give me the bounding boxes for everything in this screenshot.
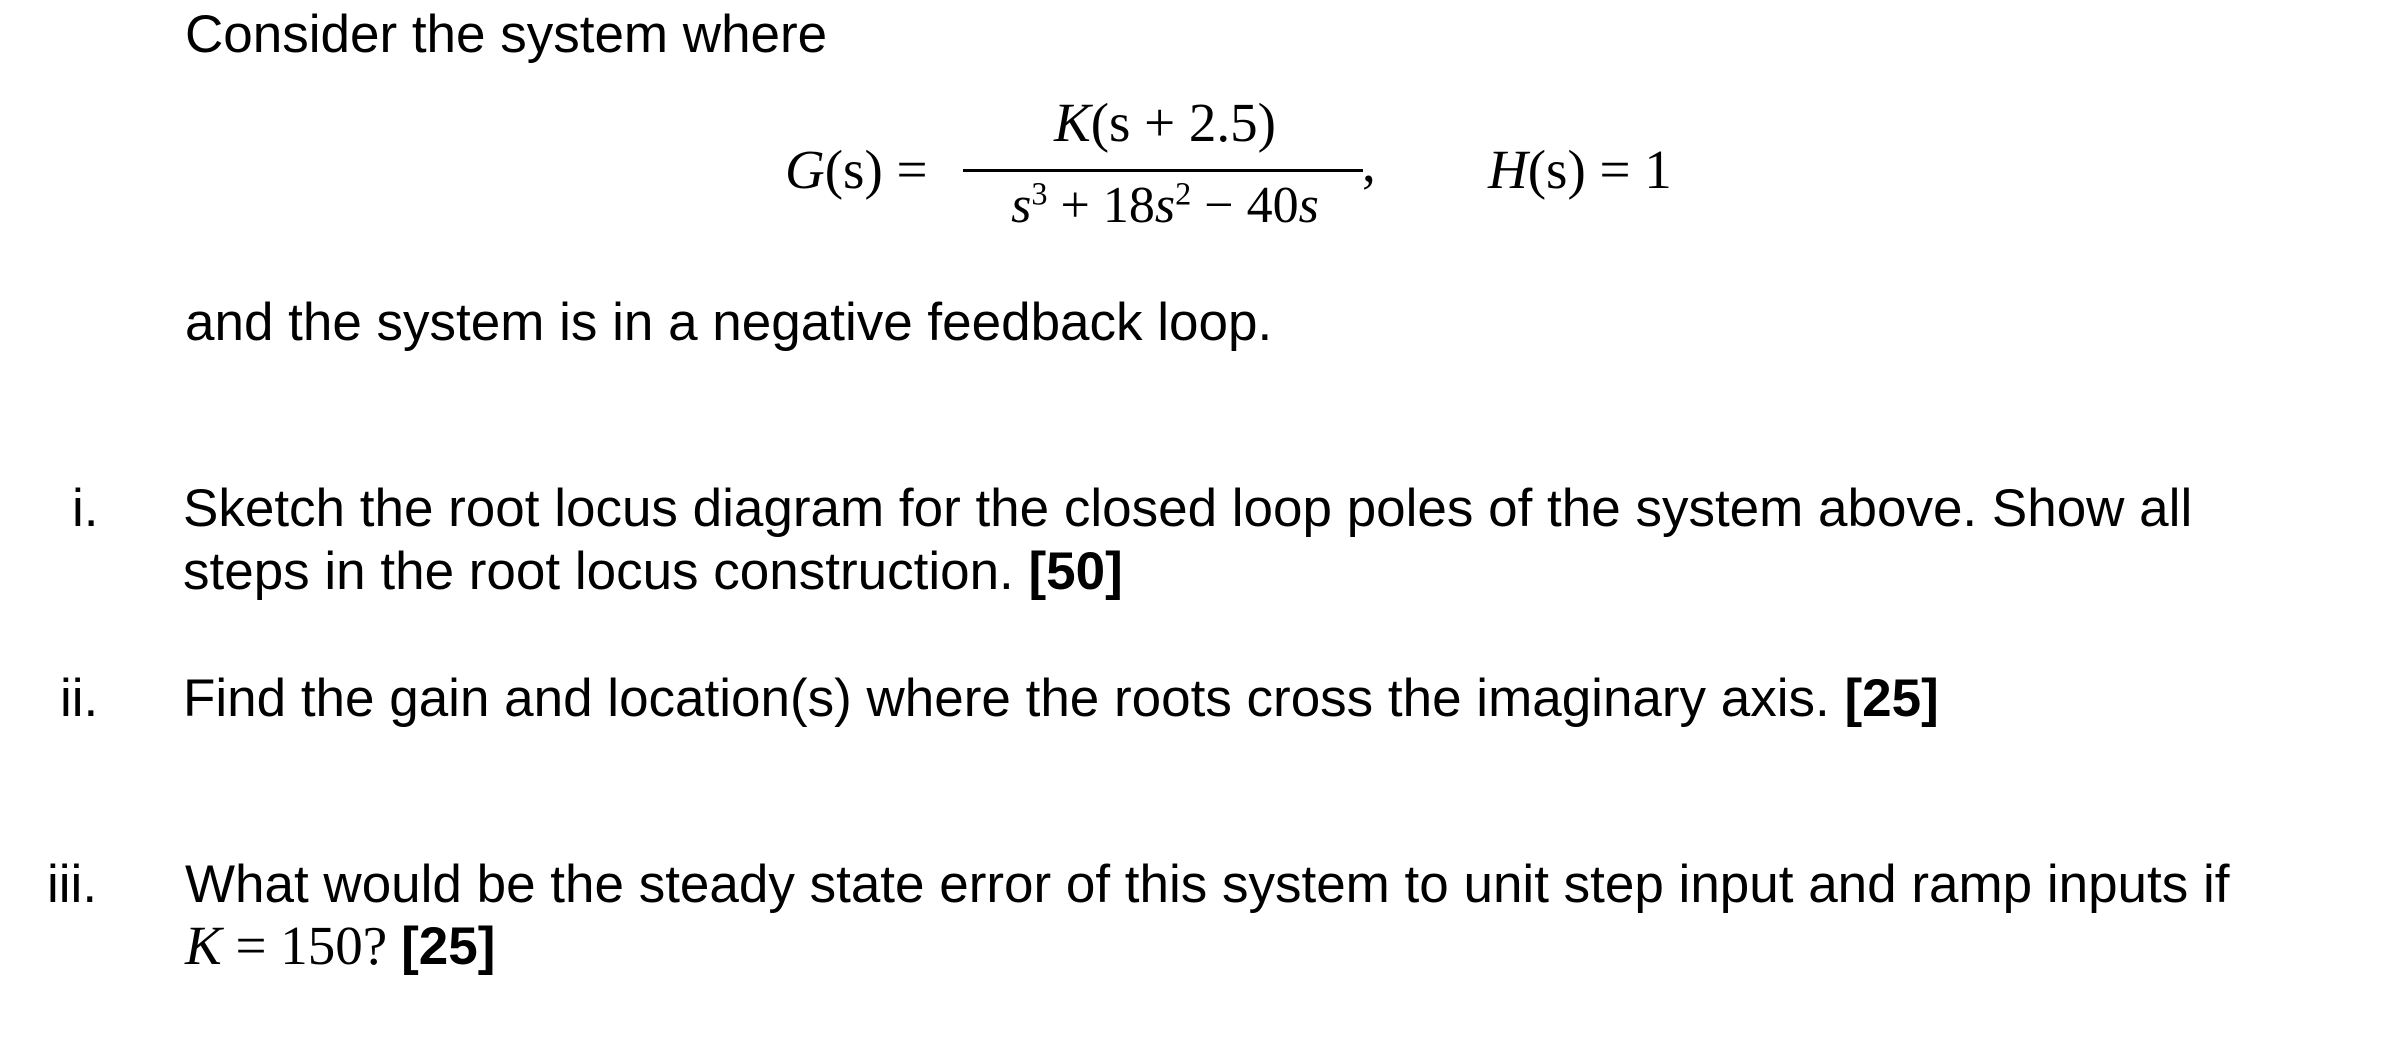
numerator bbox=[965, 92, 1365, 153]
question-iii-points: [25] bbox=[401, 917, 496, 976]
question-ii-text: Find the gain and location(s) where the roots cross the imaginary axis. bbox=[183, 669, 1830, 728]
denominator-term: − 40 bbox=[1191, 177, 1299, 234]
question-i-line1: Sketch the root locus diagram for the closed loop poles of the system above. Show all bbox=[183, 479, 2193, 538]
transfer-function-h bbox=[1488, 139, 1672, 200]
denominator-term: + 18 bbox=[1047, 177, 1155, 234]
question-numeral-ii: ii. bbox=[60, 669, 99, 728]
question-ii-line1 bbox=[183, 669, 1939, 728]
question-i-points: [50] bbox=[1028, 542, 1123, 601]
question-i-text: steps in the root locus construction. bbox=[183, 542, 1014, 601]
denominator bbox=[965, 175, 1365, 234]
equation-comma: , bbox=[1362, 132, 1376, 193]
intro-text-feedback: and the system is in a negative feedback loop. bbox=[185, 293, 1273, 352]
question-numeral-i: i. bbox=[72, 479, 99, 538]
s-variable: s bbox=[1298, 177, 1319, 234]
exponent: 3 bbox=[1031, 175, 1048, 212]
h-variable: H bbox=[1488, 139, 1528, 200]
g-argument: (s) = bbox=[824, 139, 928, 200]
k-value-expression bbox=[185, 915, 387, 976]
question-i-line2 bbox=[183, 542, 1123, 601]
question-numeral-iii: iii. bbox=[47, 855, 98, 914]
numerator-factor: (s + 2.5) bbox=[1090, 92, 1276, 153]
k-value: = 150? bbox=[221, 915, 388, 976]
intro-text: Consider the system where bbox=[185, 5, 828, 64]
s-variable: s bbox=[1154, 177, 1176, 234]
question-iii-line1: What would be the steady state error of this system to unit step input and ramp inputs if bbox=[185, 855, 2230, 914]
exponent: 2 bbox=[1175, 175, 1192, 212]
s-variable: s bbox=[1011, 177, 1032, 234]
k-variable: K bbox=[185, 915, 222, 976]
fraction-bar bbox=[963, 169, 1363, 172]
g-variable: G bbox=[785, 139, 825, 200]
transfer-function-g-lhs bbox=[785, 139, 928, 200]
h-expression: (s) = 1 bbox=[1527, 139, 1672, 200]
question-ii-points: [25] bbox=[1844, 669, 1939, 728]
k-variable: K bbox=[1054, 92, 1091, 153]
question-iii-line2 bbox=[185, 915, 496, 976]
